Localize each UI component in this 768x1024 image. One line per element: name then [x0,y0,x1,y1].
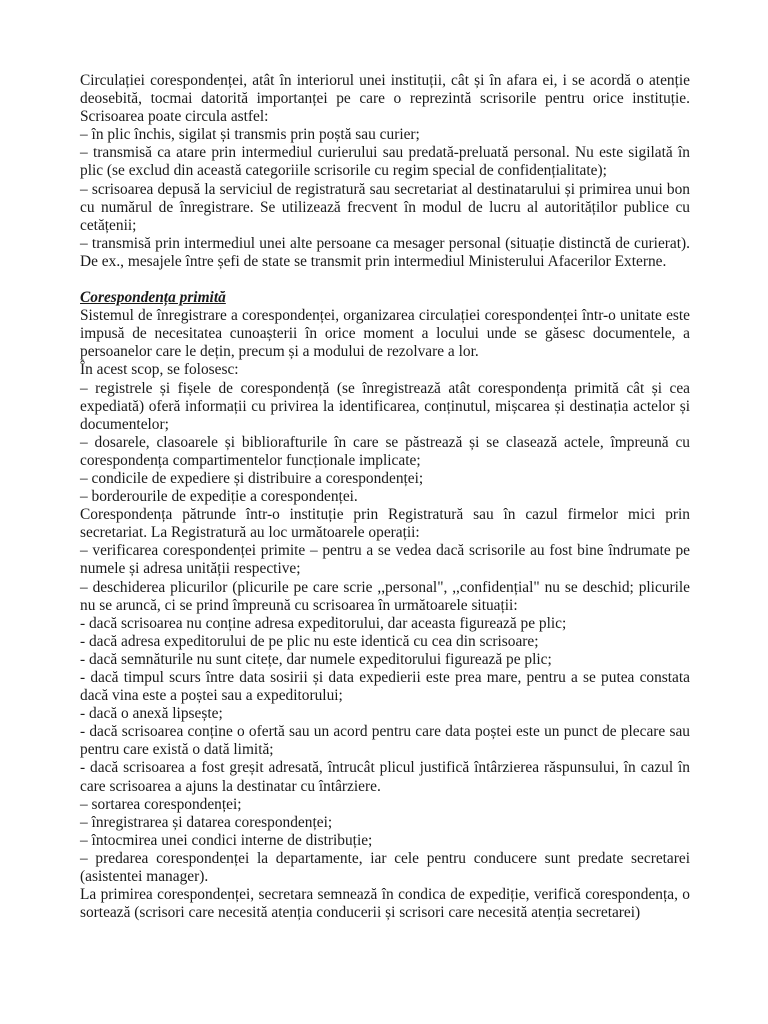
section2-paragraph-15: - dacă scrisoarea conține o ofertă sau un acord pentru care data poștei este un punct de plecare sau pentru care există o dată limită; [80,723,690,759]
section2-paragraph-3: ‒ registrele și fișele de corespondență (se înregistrează atât corespondența primită cât și cea expediată) oferă informații cu privirea la identificarea, conținutul, mișcarea și destinația actelor și documentelor; [80,379,690,433]
section2-heading: Corespondența primită [80,289,226,307]
section2-paragraph-19: ‒ întocmirea unei condici interne de distribuție; [80,831,373,849]
section2-paragraph-12: - dacă semnăturile nu sunt citețe, dar numele expeditorului figurează pe plic; [80,650,552,668]
section2-paragraph-6: ‒ borderourile de expediție a corespondenței. [80,488,358,506]
section2-paragraph-7: Corespondența pătrunde într-o instituție prin Registratură sau în cazul firmelor mici prin secretariat. La Registratură au loc următoarele operații: [80,506,690,542]
section2-paragraph-8: ‒ verificarea corespondenței primite – pentru a se vedea dacă scrisorile au fost bine îndrumate pe numele și adresa unității respective; [80,542,690,578]
section-spacer [80,271,690,289]
section1-intro: Circulației corespondenței, atât în interiorul unei instituții, cât și în afara ei, i se acordă o atenție deosebită, tocmai datorită importanței pe care o reprezintă scrisorile pentru orice instituție. Scrisoarea poate circula astfel: [80,72,690,126]
section1-item-2: ‒ transmisă ca atare prin intermediul curierului sau predată-preluată personal. Nu este sigilată în plic (se exclud din această categoriile scrisorile cu regim special de confidențialitate); [80,144,690,180]
section2-paragraph-21: La primirea corespondenței, secretara semnează în condica de expediție, verifică corespondența, o sortează (scrisori care necesită atenția conducerii și scrisori care necesită atenția secretarei) [80,886,690,922]
section2-paragraph-2: În acest scop, se folosesc: [80,361,239,379]
section2-paragraph-18: ‒ înregistrarea și datarea corespondenței; [80,813,333,831]
section2-paragraph-5: ‒ condicile de expediere și distribuire a corespondenței; [80,469,424,487]
section2-paragraph-1: Sistemul de înregistrare a corespondenței, organizarea circulației corespondenței într-o unitate este impusă de necesitatea cunoașterii în orice moment a locului unde se găsesc documentele, a persoanelor care le dețin, precum și a modului de rezolvare a lor. [80,307,690,361]
section2-paragraph-10: - dacă scrisoarea nu conține adresa expeditorului, dar aceasta figurează pe plic; [80,614,567,632]
section2-paragraph-4: ‒ dosarele, clasoarele și bibliorafturile în care se păstrează și se clasează actele, împreună cu corespondența compartimentelor funcționale implicate; [80,433,690,469]
section2-paragraph-14: - dacă o anexă lipsește; [80,705,223,723]
section1-item-1: ‒ în plic închis, sigilat și transmis prin poștă sau curier; [80,126,420,144]
section2-paragraph-17: ‒ sortarea corespondenței; [80,795,242,813]
section2-paragraph-9: ‒ deschiderea plicurilor (plicurile pe care scrie ,,personal", ,,confidențial" nu se deschid; plicurile nu se aruncă, ci se prind împreună cu scrisoarea în următoarele situații: [80,578,690,614]
section1-item-4: ‒ transmisă prin intermediul unei alte persoane ca mesager personal (situație distinctă de curierat). De ex., mesajele între șefi de state se transmit prin intermediul Ministerului Afacerilor Externe. [80,234,690,270]
section2-paragraph-16: - dacă scrisoarea a fost greșit adresată, întrucât plicul justifică întârzierea răspunsului, în cazul în care scrisoarea a ajuns la destinatar cu întârziere. [80,759,690,795]
section2-paragraph-20: ‒ predarea corespondenței la departamente, iar cele pentru conducere sunt predate secretarei (asistentei manager). [80,849,690,886]
section2-paragraph-13: - dacă timpul scurs între data sosirii și data expedierii este prea mare, pentru a se putea constata dacă vina este a poștei sau a expeditorului; [80,669,690,705]
section1-item-3: ‒ scrisoarea depusă la serviciul de registratură sau secretariat al destinatarului și primirea unui bon cu numărul de înregistrare. Se utilizează frecvent în modul de lucru al autorităților publice cu cetățenii; [80,180,690,234]
document-page [80,72,690,922]
section2-paragraph-11: - dacă adresa expeditorului de pe plic nu este identică cu cea din scrisoare; [80,632,539,650]
